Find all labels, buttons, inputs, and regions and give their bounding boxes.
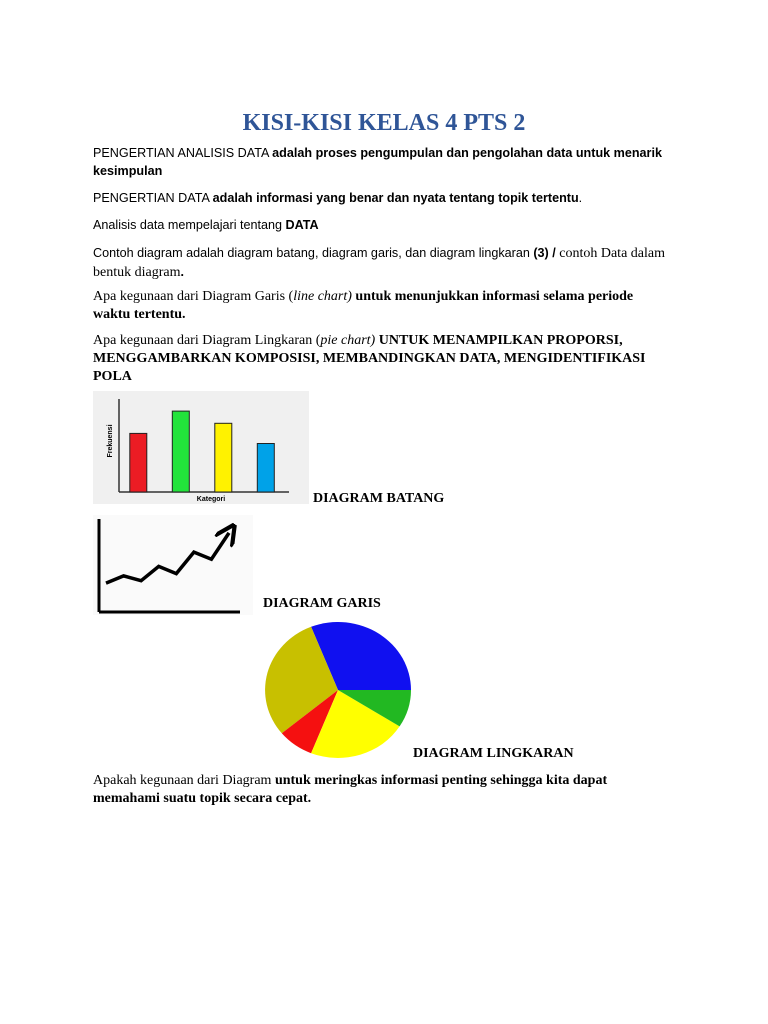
definition-text: adalah informasi yang benar dan nyata tentang topik tertentu xyxy=(212,191,579,205)
definition-text: adalah proses pengumpulan dan pengolahan data untuk menarik kesimpulan xyxy=(93,146,662,178)
term-italic: pie chart) xyxy=(320,333,376,348)
bar-chart-figure xyxy=(93,391,309,504)
bar-4 xyxy=(257,444,274,493)
question: Apakah kegunaan dari Diagram xyxy=(93,773,275,788)
answer: untuk meringkas informasi penting sehingga kita dapat memahami suatu topik secara cepat. xyxy=(93,773,608,806)
answer: DATA xyxy=(285,218,319,232)
y-axis-label: Frekuensi xyxy=(107,424,114,458)
statement-continued: contoh Data dalam bentuk diagram xyxy=(93,246,665,280)
definition-data xyxy=(93,189,668,207)
slices xyxy=(265,622,411,758)
bar-chart xyxy=(93,391,309,504)
analisis-data-topic xyxy=(93,216,668,234)
bar-1 xyxy=(130,433,147,492)
definition-analisis-data xyxy=(93,144,668,180)
count: (3) / xyxy=(533,246,560,260)
line-chart-purpose xyxy=(93,288,668,324)
bars xyxy=(130,411,274,492)
page-title: KISI-KISI KELAS 4 PTS 2 xyxy=(242,110,526,136)
term: PENGERTIAN ANALISIS DATA xyxy=(93,146,273,160)
statement: Analisis data mempelajari tentang xyxy=(93,218,286,232)
term: PENGERTIAN DATA xyxy=(93,191,213,205)
pie-chart-figure xyxy=(264,620,414,760)
pie-chart xyxy=(264,620,414,760)
diagram-purpose xyxy=(93,772,668,808)
period: . xyxy=(578,191,583,205)
bar-2 xyxy=(172,411,189,492)
x-axis-label: Kategori xyxy=(196,496,226,503)
period: . xyxy=(180,265,184,279)
answer: untuk menunjukkan informasi selama periode waktu tertentu. xyxy=(93,289,634,322)
statement: Contoh diagram adalah diagram batang, diagram garis, dan diagram lingkaran xyxy=(93,246,534,260)
trend-line xyxy=(106,533,229,583)
line-chart-caption: DIAGRAM GARIS xyxy=(263,596,381,611)
term-italic: line chart) xyxy=(293,289,352,304)
answer: UNTUK MENAMPILKAN PROPORSI, MENGGAMBARKAN KOMPOSISI, MEMBANDINGKAN DATA, MENGIDENTIFIKASI POLA xyxy=(93,333,646,384)
pie-chart-purpose xyxy=(93,332,668,386)
line-chart-figure xyxy=(93,515,253,615)
line-chart xyxy=(93,515,253,615)
bar-3 xyxy=(215,423,232,492)
diagram-examples xyxy=(93,244,668,282)
question: Apa kegunaan dari Diagram Lingkaran ( xyxy=(93,333,321,348)
question: Apa kegunaan dari Diagram Garis ( xyxy=(93,289,294,304)
bar-chart-caption: DIAGRAM BATANG xyxy=(313,491,445,506)
pie-chart-caption: DIAGRAM LINGKARAN xyxy=(413,746,574,761)
